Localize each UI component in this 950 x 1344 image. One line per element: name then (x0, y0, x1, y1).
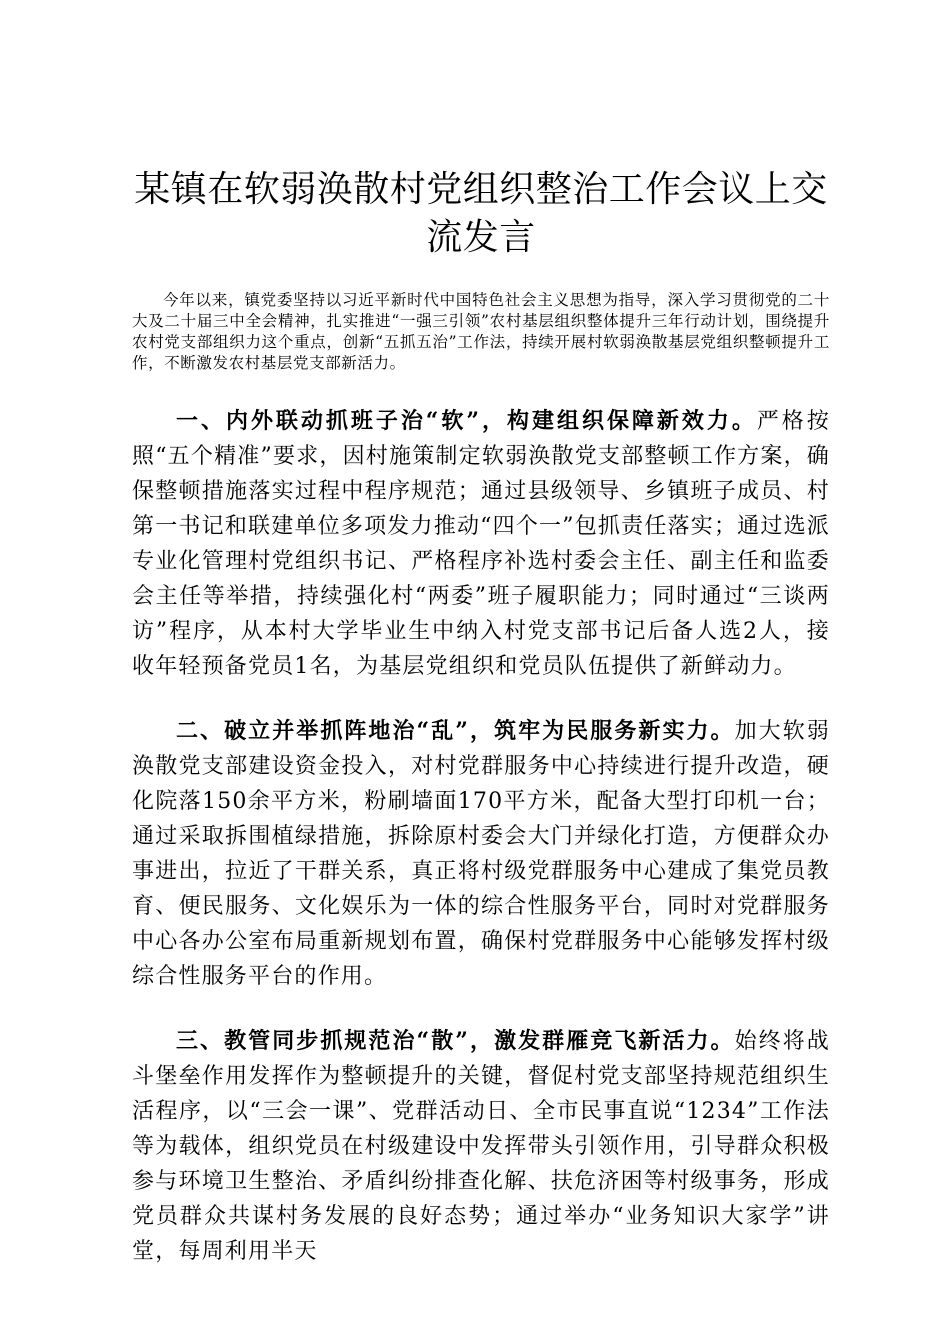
section-heading-1: 一、内外联动抓班子治“软”，构建组织保障新效力。 (176, 408, 757, 434)
section-body-2: 加大软弱涣散党支部建设资金投入，对村党群服务中心持续进行提升改造，硬化院落150余平方米，粉刷墙面170平方米，配备大型打印机一台；通过采取拆围植绿措施，拆除原村委会大门并绿化打造，方便群众办事进出，拉近了干群关系，真正将村级党群服务中心建成了集党员教育、便民服务、文化娱乐为一体的综合性服务平台，同时对党群服务中心各办公室布局重新规划布置，确保村党群服务中心能够发挥村级综合性服务平台的作用。 (132, 719, 830, 989)
section-heading-2: 二、破立并举抓阵地治“乱”，筑牢为民服务新实力。 (176, 718, 735, 744)
section-paragraph-2 (132, 714, 830, 994)
document-title: 某镇在软弱涣散村党组织整治工作会议上交流发言 (134, 169, 828, 258)
section-body-3: 始终将战斗堡垒作用发挥作为整顿提升的关键，督促村党支部坚持规范组织生活程序，以“三会一课”、党群活动日、全市民事直说“1234”工作法等为载体，组织党员在村级建设中发挥带头引领作用，引导群众积极参与环境卫生整治、矛盾纠纷排查化解、扶危济困等村级事务，形成党员群众共谋村务发展的良好态势；通过举办“业务知识大家学”讲堂，每周利用半天 (132, 1029, 830, 1264)
document-page (132, 166, 830, 1269)
section-body-1: 严格按照“五个精准”要求，因村施策制定软弱涣散党支部整顿工作方案，确保整顿措施落实过程中程序规范；通过县级领导、乡镇班子成员、村第一书记和联建单位多项发力推动“四个一”包抓责任落实；通过选派专业化管理村党组织书记、严格程序补选村委会主任、副主任和监委会主任等举措，持续强化村“两委”班子履职能力；同时通过“三谈两访”程序，从本村大学毕业生中纳入村党支部书记后备人选2人，接收年轻预备党员1名，为基层党组织和党员队伍提供了新鲜动力。 (132, 409, 830, 679)
intro-paragraph: 今年以来，镇党委坚持以习近平新时代中国特色社会主义思想为指导，深入学习贯彻党的二十大及二十届三中全会精神，扎实推进“一强三引领”农村基层组织整体提升三年行动计划，围绕提升农村党支部组织力这个重点，创新“五抓五治”工作法，持续开展村软弱涣散基层党组织整顿提升工作，不断激发农村基层党支部新活力。 (132, 291, 830, 372)
section-paragraph-1 (132, 404, 830, 684)
section-heading-3: 三、教管同步抓规范治“散”，激发群雁竞飞新活力。 (176, 1028, 735, 1054)
section-paragraph-3 (132, 1024, 830, 1269)
